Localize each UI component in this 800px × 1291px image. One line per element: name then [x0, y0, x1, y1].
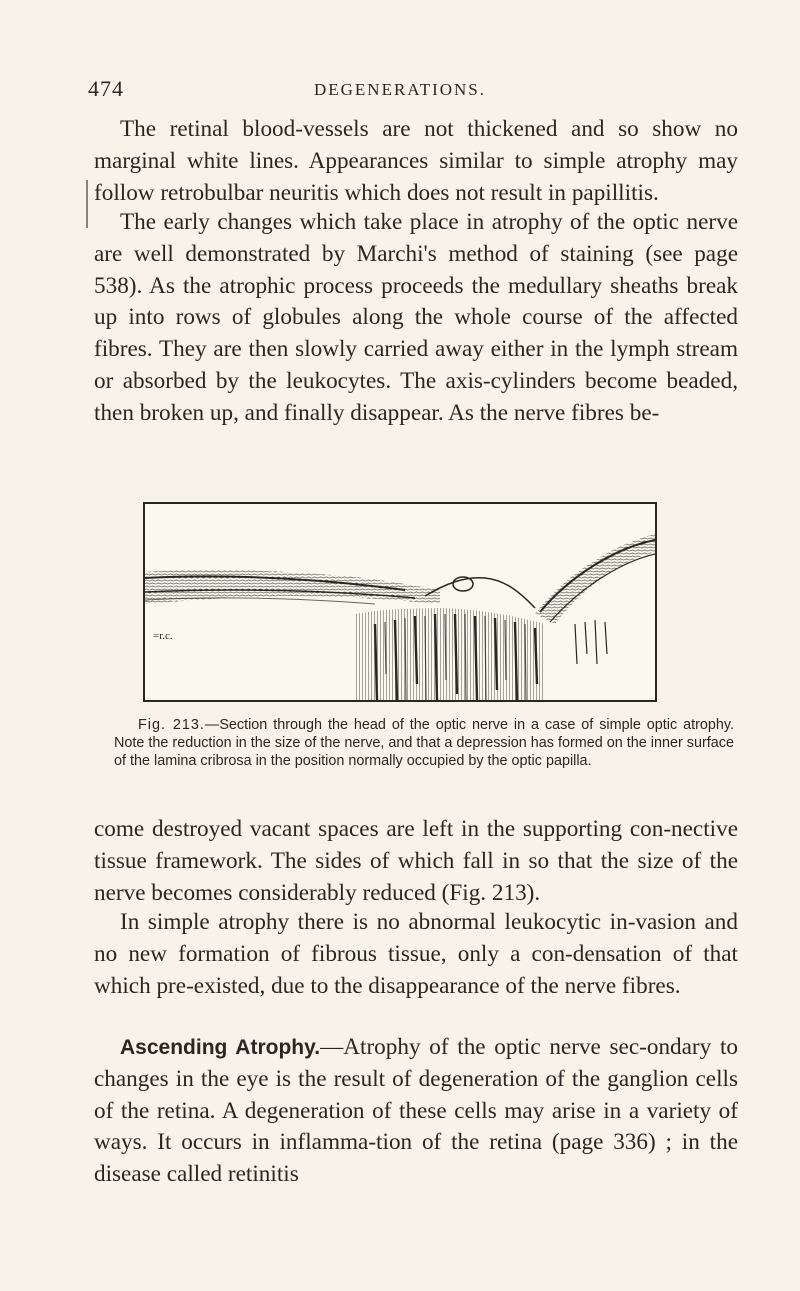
- figure-213: [143, 502, 657, 702]
- paragraph-5-text: —Atrophy of the optic nerve sec-ondary to changes in the eye is the result of degeneration of the ganglion cells of the retina. A degeneration of these cells may arise in a variety of ways. It occurs in inflamma-tion of the retina (page 336) ; in the disease called retinitis: [94, 1034, 738, 1188]
- paragraph-1-text: The retinal blood-vessels are not thickened and so show no marginal white lines. Appearances similar to simple atrophy may follow retrobulbar neuritis which does not result in papillitis.: [94, 116, 738, 206]
- paragraph-2-text: The early changes which take place in atrophy of the optic nerve are well demonstrated by Marchi's method of staining (see page 538). As the atrophic process proceeds the medullary sheaths break up into rows of globules along the whole course of the affected fibres. They are then slowly carried away either in the lymph stream or absorbed by the leukocytes. The axis-cylinders become beaded, then broken up, and finally disappear. As the nerve fibres be-: [94, 209, 738, 426]
- paragraph-1: [94, 114, 738, 209]
- paragraph-4: [94, 907, 738, 1002]
- figure-caption: [114, 717, 734, 770]
- margin-mark: [86, 180, 88, 228]
- running-head: DEGENERATIONS.: [313, 80, 487, 99]
- paragraph-3-text: come destroyed vacant spaces are left in the supporting con-nective tissue framework. The sides of which fall in so that the size of the nerve becomes considerably reduced (Fig. 213).: [94, 816, 738, 906]
- section-heading-ascending-atrophy: Ascending Atrophy.: [120, 1036, 321, 1059]
- page-number: 474: [88, 76, 124, 101]
- figure-label: Fig. 213.: [138, 717, 205, 733]
- paragraph-2: [94, 207, 738, 430]
- figure-inner-label: =r.c.: [153, 630, 173, 642]
- paragraph-3: [94, 814, 738, 909]
- figure-caption-text: —Section through the head of the optic nerve in a case of simple optic atrophy. Note the reduction in the size of the nerve, and that a depression has formed on the inner surface of the lamina cribrosa in the position normally occupied by the optic papilla.: [114, 717, 734, 769]
- paragraph-4-text: In simple atrophy there is no abnormal leukocytic in-vasion and no new formation of fibrous tissue, only a con-densation of that which pre-existed, due to the disappearance of the nerve fibres.: [94, 909, 738, 999]
- paragraph-5: [94, 1032, 738, 1191]
- optic-nerve-section-illustration: [145, 504, 655, 700]
